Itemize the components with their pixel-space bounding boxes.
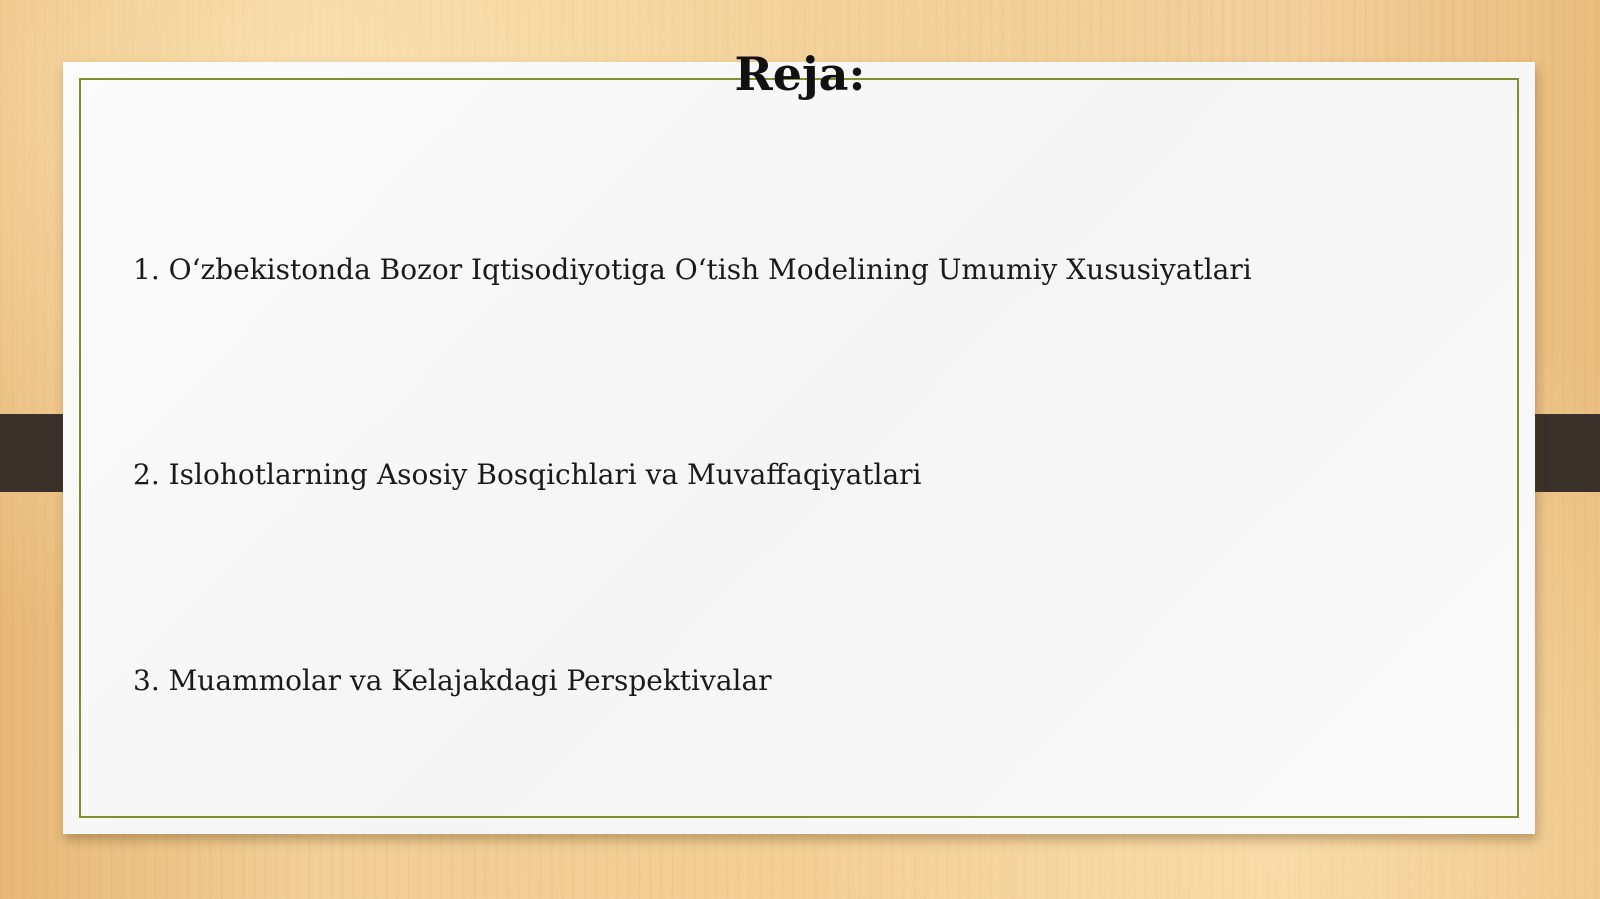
slide-title: Reja:: [734, 47, 866, 101]
outline-item-2: 2. Islohotlarning Asosiy Bosqichlari va Muvaffaqiyatlari: [133, 458, 922, 491]
slide-card: [63, 62, 1535, 834]
outline-item-3: 3. Muammolar va Kelajakdagi Perspektivalar: [133, 664, 772, 697]
card-border: [79, 78, 1519, 818]
outline-item-1: 1. O‘zbekistonda Bozor Iqtisodiyotiga O‘tish Modelining Umumiy Xususiyatlari: [133, 253, 1252, 286]
